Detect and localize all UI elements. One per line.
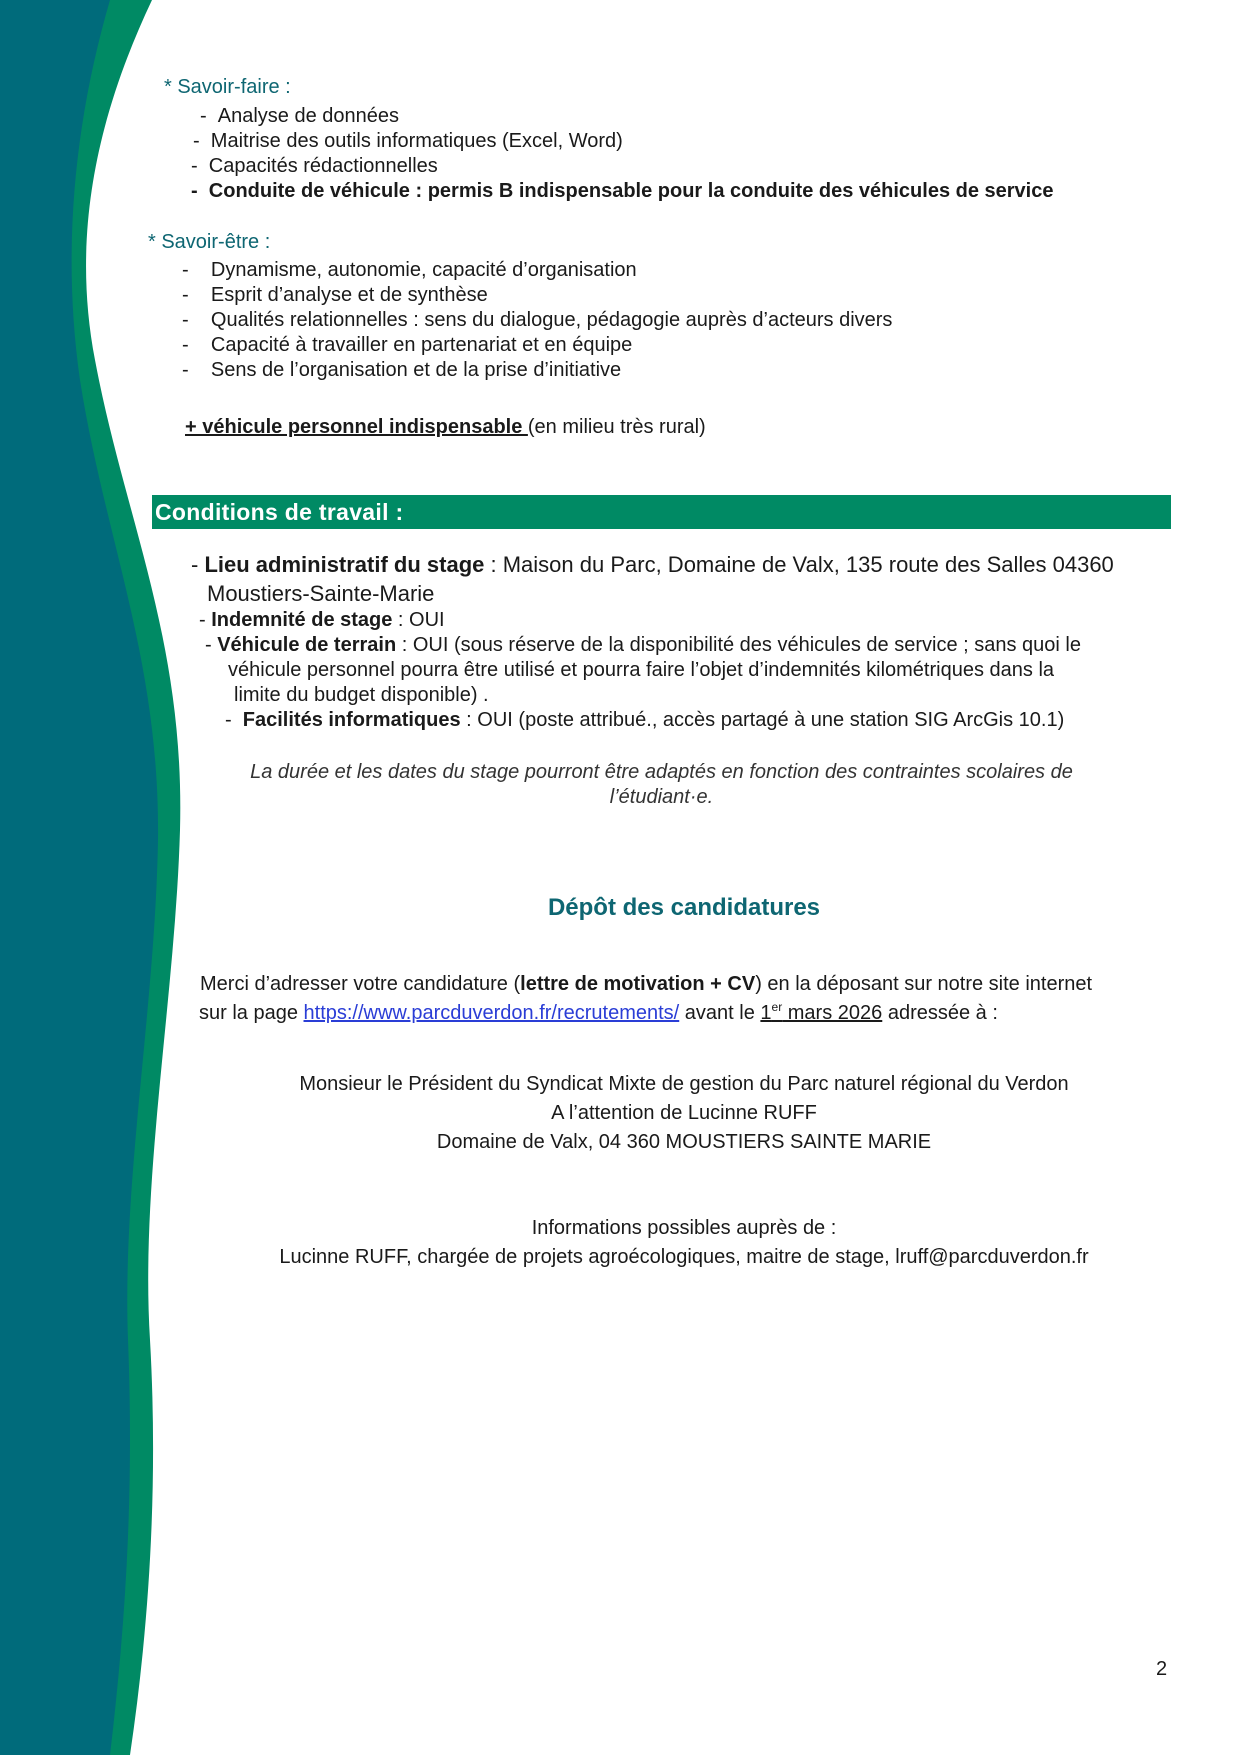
- list-item: - Analyse de données: [200, 105, 400, 127]
- conditions-banner: [152, 495, 1171, 529]
- conditions-vehicule-line2: véhicule personnel pourra être utilisé et pourra faire l’objet d’indemnités kilométriques dans la: [228, 659, 1055, 681]
- address-line: Domaine de Valx, 04 360 MOUSTIERS SAINTE MARIE: [436, 1131, 932, 1153]
- list-item: - Esprit d’analyse et de synthèse: [182, 284, 488, 306]
- depot-line1: Merci d’adresser votre candidature (lettre de motivation + CV) en la déposant sur notre site internet: [200, 973, 1093, 995]
- conditions-indemnite: - Indemnité de stage : OUI: [199, 609, 445, 631]
- conditions-note-line2: l’étudiant·e.: [609, 786, 714, 808]
- conditions-vehicule-line3: limite du budget disponible) .: [234, 684, 489, 706]
- list-item: - Qualités relationnelles : sens du dialogue, pédagogie auprès d’acteurs divers: [182, 309, 893, 331]
- conditions-note-line1: La durée et les dates du stage pourront être adaptés en fonction des contraintes scolaires de: [250, 761, 1073, 783]
- list-item: - Maitrise des outils informatiques (Excel, Word): [193, 130, 623, 152]
- vehicle-note: + véhicule personnel indispensable (en milieu très rural): [185, 416, 706, 438]
- recrutements-link[interactable]: https://www.parcduverdon.fr/recrutements/: [303, 1002, 680, 1024]
- conditions-vehicule: - Véhicule de terrain : OUI (sous réserve de la disponibilité des véhicules de service ; sans quoi le: [205, 634, 1081, 656]
- list-item: - Capacités rédactionnelles: [191, 155, 438, 177]
- list-item: - Capacité à travailler en partenariat et en équipe: [182, 334, 633, 356]
- address-line: A l’attention de Lucinne RUFF: [551, 1102, 817, 1124]
- conditions-lieu-line2: Moustiers-Sainte-Marie: [207, 581, 435, 606]
- depot-line2: sur la page https://www.parcduverdon.fr/recrutements/ avant le 1er mars 2026 adressée à :: [199, 1000, 998, 1024]
- depot-title: Dépôt des candidatures: [547, 894, 821, 921]
- conditions-informatique: - Facilités informatiques : OUI (poste attribué., accès partagé à une station SIG ArcGis 10.1): [225, 709, 1065, 731]
- list-item: - Sens de l’organisation et de la prise d’initiative: [182, 359, 622, 381]
- list-item: - Dynamisme, autonomie, capacité d’organisation: [182, 259, 637, 281]
- decorative-wave-border: [0, 0, 200, 1755]
- savoir-faire-title: * Savoir-faire :: [164, 76, 291, 98]
- info-title: Informations possibles auprès de :: [531, 1217, 837, 1239]
- conditions-title: Conditions de travail :: [155, 499, 404, 525]
- savoir-etre-title: * Savoir-être :: [148, 231, 271, 253]
- list-item: - Conduite de véhicule : permis B indispensable pour la conduite des véhicules de service: [191, 180, 1054, 202]
- address-line: Monsieur le Président du Syndicat Mixte de gestion du Parc naturel régional du Verdon: [299, 1073, 1069, 1095]
- info-contact: Lucinne RUFF, chargée de projets agroécologiques, maitre de stage, lruff@parcduverdon.fr: [279, 1246, 1089, 1268]
- conditions-lieu: - Lieu administratif du stage : Maison du Parc, Domaine de Valx, 135 route des Salles 04360: [191, 552, 1114, 577]
- page-number: 2: [1156, 1658, 1168, 1680]
